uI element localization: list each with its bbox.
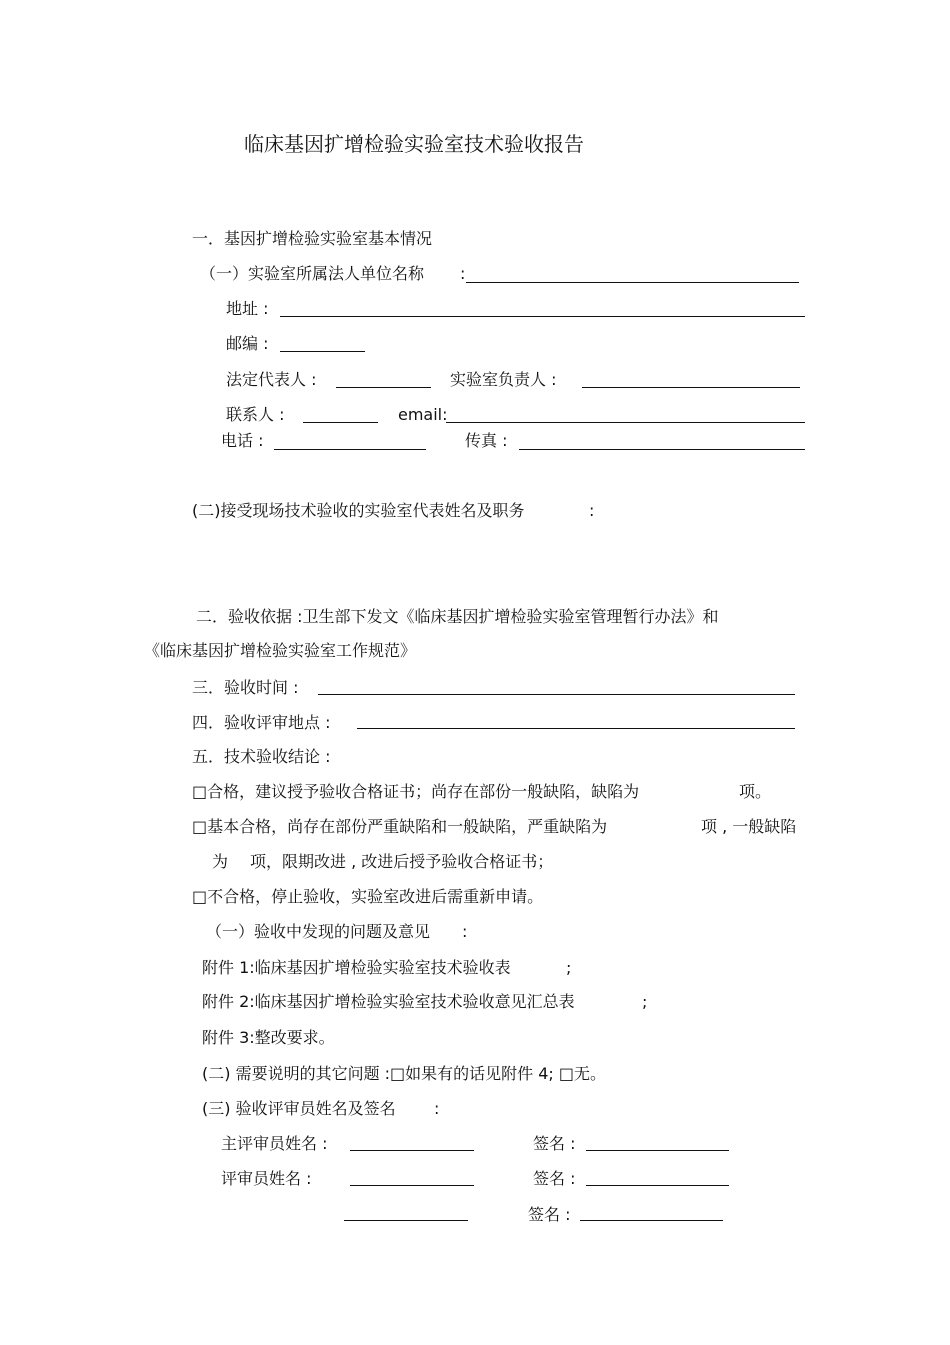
fax-field[interactable] <box>519 449 805 450</box>
legal-unit-label: （一）实验室所属法人单位名称 <box>200 264 425 283</box>
reviewers-colon: : <box>434 1099 440 1118</box>
email-field[interactable] <box>446 422 805 423</box>
phone-field[interactable] <box>274 449 426 450</box>
other-issues: (二) 需要说明的其它问题 :□如果有的话见附件 4; □无。 <box>202 1064 607 1083</box>
issues-colon: : <box>462 922 468 941</box>
reviewer-name-field[interactable] <box>350 1185 474 1186</box>
contact-field[interactable] <box>303 422 378 423</box>
legal-unit-field[interactable] <box>466 282 799 283</box>
basis-line-1: 二．验收依据 :卫生部下发文《临床基因扩增检验实验室管理暂行办法》和 <box>196 607 719 626</box>
attachment-1-end: ; <box>566 958 572 977</box>
option-pass[interactable]: □合格，建议授予验收合格证书；尚存在部份一般缺陷，缺陷为 <box>192 782 640 801</box>
reviewer-signature-field[interactable] <box>586 1185 729 1186</box>
basis-line-2: 《临床基因扩增检验实验室工作规范》 <box>144 641 417 660</box>
acceptance-location-field[interactable] <box>357 728 795 729</box>
option-basic-pass-cont-a: 为 <box>212 852 229 871</box>
option-fail[interactable]: □不合格，停止验收，实验室改进后需重新申请。 <box>192 887 544 906</box>
issues-label: （一）验收中发现的问题及意见 <box>206 922 431 941</box>
email-label: email: <box>398 405 448 424</box>
acceptance-time-field[interactable] <box>318 694 795 695</box>
attachment-2: 附件 2:临床基因扩增检验实验室技术验收意见汇总表 <box>202 992 575 1011</box>
reviewer-signature-field-2[interactable] <box>580 1220 723 1221</box>
attachment-1: 附件 1:临床基因扩增检验实验室技术验收表 <box>202 958 511 977</box>
postcode-field[interactable] <box>280 351 365 352</box>
option-basic-pass-cont-b: 项，限期改进 , 改进后授予验收合格证书； <box>250 852 554 871</box>
reviewer-name-field-2[interactable] <box>344 1220 468 1221</box>
option-basic-pass-end: 项 , 一般缺陷 <box>701 817 797 836</box>
rep-names-colon: : <box>589 501 595 520</box>
reviewer-label: 评审员姓名 : <box>221 1169 312 1188</box>
attachment-3: 附件 3:整改要求。 <box>202 1028 335 1047</box>
legal-unit-colon: : <box>460 264 466 283</box>
attachment-2-end: ; <box>642 992 648 1011</box>
lab-head-field[interactable] <box>582 387 800 388</box>
postcode-label: 邮编 : <box>226 334 269 353</box>
option-pass-end: 项。 <box>739 782 772 801</box>
acceptance-time-label: 三．验收时间 : <box>192 678 299 697</box>
signature-label: 签名 : <box>533 1134 576 1153</box>
acceptance-location-label: 四．验收评审地点 : <box>192 713 331 732</box>
chief-reviewer-label: 主评审员姓名 : <box>221 1134 328 1153</box>
lab-head-label: 实验室负责人 : <box>450 370 557 389</box>
fax-label: 传真 : <box>465 431 508 450</box>
signature-label: 签名 : <box>533 1169 576 1188</box>
option-basic-pass[interactable]: □基本合格，尚存在部份严重缺陷和一般缺陷，严重缺陷为 <box>192 817 608 836</box>
legal-rep-field[interactable] <box>336 387 431 388</box>
contact-label: 联系人 : <box>226 405 285 424</box>
address-label: 地址 : <box>226 299 269 318</box>
conclusion-label: 五．技术验收结论 : <box>192 747 331 766</box>
section1-heading: 一．基因扩增检验实验室基本情况 <box>192 229 433 248</box>
phone-label: 电话 : <box>221 431 264 450</box>
rep-names-label: (二)接受现场技术验收的实验室代表姓名及职务 <box>192 501 525 520</box>
chief-reviewer-name-field[interactable] <box>350 1150 474 1151</box>
chief-reviewer-signature-field[interactable] <box>586 1150 729 1151</box>
legal-rep-label: 法定代表人 : <box>226 370 317 389</box>
reviewers-label: (三) 验收评审员姓名及签名 <box>202 1099 396 1118</box>
signature-label: 签名 : <box>528 1205 571 1224</box>
address-field[interactable] <box>280 316 805 317</box>
page-title: 临床基因扩增检验实验室技术验收报告 <box>244 132 584 156</box>
